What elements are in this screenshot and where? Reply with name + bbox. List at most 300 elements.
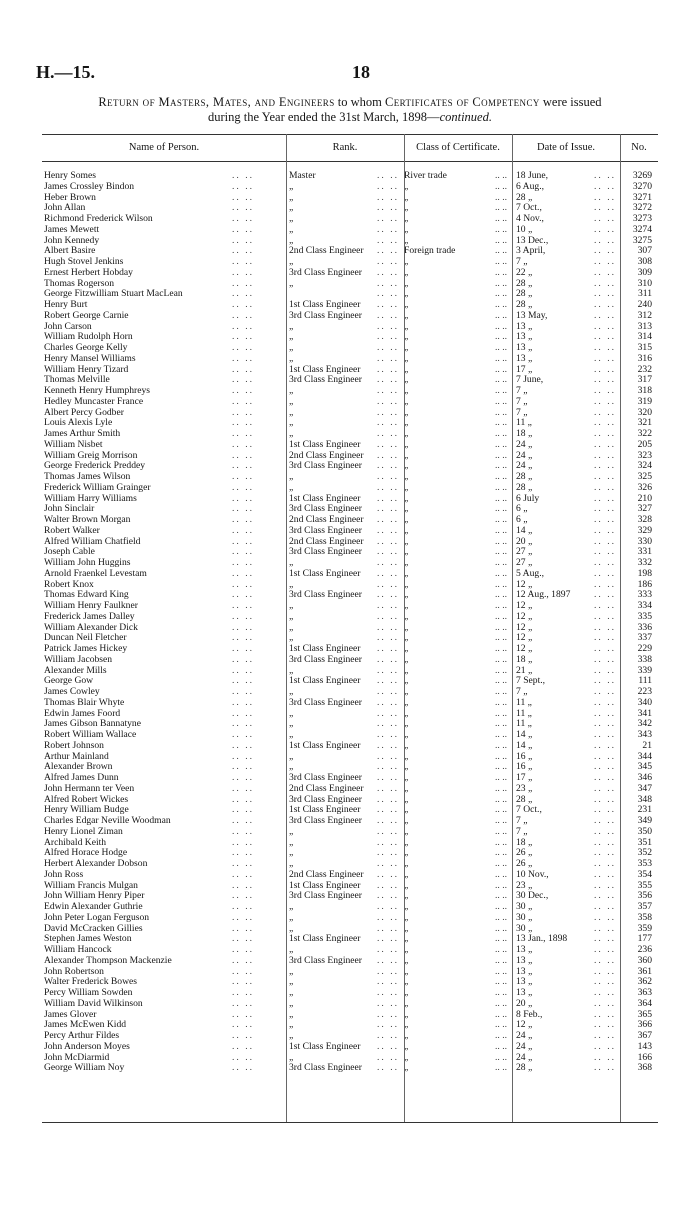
date-of-issue-cell: 18 „ — [516, 653, 533, 665]
leader-dots: .. .. — [377, 417, 399, 429]
leader-dots: .. .. — [232, 471, 254, 482]
certificate-class-cell: Foreign trade — [404, 245, 456, 257]
person-name: William Francis Mulgan — [44, 879, 138, 891]
leader-dots: .. .. — [495, 535, 507, 547]
certificate-class-cell: „ — [404, 223, 409, 235]
leader-dots: .. .. — [232, 879, 254, 891]
certificate-number-cell: 186 — [637, 578, 652, 590]
leader-dots: .. .. — [377, 901, 399, 912]
leader-dots: .. .. — [232, 1030, 254, 1041]
certificate-number-cell: 362 — [637, 976, 652, 988]
leader-dots: .. .. — [377, 944, 399, 955]
certificate-number-cell: 342 — [637, 718, 652, 730]
table-row — [42, 214, 658, 225]
leader-dots: .. .. — [594, 997, 616, 1009]
leader-dots: .. .. — [495, 438, 507, 450]
leader-dots: .. .. — [495, 621, 507, 633]
leader-dots: .. .. — [232, 331, 254, 343]
certificate-number-cell: 334 — [637, 600, 652, 611]
rank-cell: „ — [289, 213, 294, 224]
certificate-number-cell: 348 — [637, 793, 652, 805]
leader-dots: .. .. — [495, 578, 507, 590]
leader-dots: .. .. — [377, 191, 399, 203]
certificate-class-cell: „ — [404, 911, 409, 923]
column-header-rank: Rank. — [332, 142, 358, 153]
leader-dots: .. .. — [377, 890, 399, 902]
title-segment: Return of Masters, Mates, and Engineers — [98, 95, 335, 109]
date-of-issue-cell: 12 „ — [516, 621, 533, 633]
leader-dots: .. .. — [495, 481, 507, 493]
leader-dots: .. .. — [594, 288, 616, 300]
leader-dots: .. .. — [594, 911, 616, 923]
leader-dots: .. .. — [232, 621, 254, 633]
person-name: Arnold Fraenkel Levestam — [44, 567, 147, 579]
leader-dots: .. .. — [594, 782, 616, 794]
certificate-number-cell: 3270 — [632, 180, 652, 192]
date-of-issue-cell: 14 „ — [516, 729, 533, 740]
rank-cell: 2nd Class Engineer — [289, 868, 364, 880]
leader-dots: .. .. — [594, 245, 616, 257]
certificate-class-cell: „ — [404, 417, 409, 429]
leader-dots: .. .. — [377, 342, 399, 353]
person-name: Edwin Alexander Guthrie — [44, 901, 143, 912]
table-header — [42, 134, 658, 162]
certificate-number-cell: 351 — [637, 836, 652, 848]
leader-dots: .. .. — [594, 976, 616, 988]
rank-cell: „ — [289, 825, 294, 837]
rank-cell: „ — [289, 944, 294, 955]
table-row — [42, 526, 658, 537]
leader-dots: .. .. — [232, 707, 254, 719]
column-divider — [286, 134, 287, 1122]
leader-dots: .. .. — [495, 954, 507, 966]
leader-dots: .. .. — [232, 567, 254, 579]
rank-cell: „ — [289, 1008, 294, 1020]
leader-dots: .. .. — [594, 374, 616, 386]
person-name: Joseph Cable — [44, 546, 95, 558]
leader-dots: .. .. — [232, 804, 254, 816]
leader-dots: .. .. — [377, 213, 399, 224]
leader-dots: .. .. — [377, 933, 399, 945]
leader-dots: .. .. — [232, 438, 254, 450]
leader-dots: .. .. — [232, 825, 254, 837]
certificate-number-cell: 229 — [637, 643, 652, 654]
leader-dots: .. .. — [594, 933, 616, 945]
rank-cell: „ — [289, 987, 294, 998]
leader-dots: .. .. — [232, 299, 254, 310]
rank-cell: „ — [289, 965, 294, 977]
leader-dots: .. .. — [495, 567, 507, 579]
leader-dots: .. .. — [232, 256, 254, 267]
leader-dots: .. .. — [377, 825, 399, 837]
rank-cell: „ — [289, 385, 294, 396]
person-name: James Glover — [44, 1008, 97, 1020]
leader-dots: .. .. — [232, 890, 254, 902]
rank-cell: „ — [289, 901, 294, 912]
person-name: Duncan Neil Fletcher — [44, 632, 127, 644]
person-name: Henry Somes — [44, 170, 96, 181]
rank-cell: 1st Class Engineer — [289, 363, 361, 375]
certificate-class-cell: „ — [404, 492, 409, 504]
leader-dots: .. .. — [377, 772, 399, 783]
column-divider — [404, 134, 405, 1122]
leader-dots: .. .. — [594, 589, 616, 601]
leader-dots: .. .. — [495, 223, 507, 235]
leader-dots: .. .. — [232, 976, 254, 988]
person-name: Herbert Alexander Dobson — [44, 858, 148, 869]
person-name: Charles George Kelly — [44, 342, 128, 353]
leader-dots: .. .. — [377, 438, 399, 450]
leader-dots: .. .. — [495, 879, 507, 891]
table-row — [42, 569, 658, 580]
leader-dots: .. .. — [495, 858, 507, 869]
certificate-class-cell: „ — [404, 729, 409, 740]
leader-dots: .. .. — [495, 299, 507, 310]
rank-cell: „ — [289, 686, 294, 697]
leader-dots: .. .. — [495, 643, 507, 654]
leader-dots: .. .. — [495, 772, 507, 783]
certificate-class-cell: „ — [404, 481, 409, 493]
certificate-class-cell: „ — [404, 621, 409, 633]
person-name: Frederick William Grainger — [44, 481, 151, 493]
leader-dots: .. .. — [232, 632, 254, 644]
leader-dots: .. .. — [594, 471, 616, 482]
certificate-number-cell: 311 — [637, 288, 652, 300]
leader-dots: .. .. — [377, 675, 399, 687]
certificate-class-cell: „ — [404, 277, 409, 289]
person-name: William Harry Williams — [44, 492, 137, 504]
leader-dots: .. .. — [495, 836, 507, 848]
person-name: Alexander Brown — [44, 761, 113, 773]
leader-dots: .. .. — [594, 793, 616, 805]
leader-dots: .. .. — [594, 213, 616, 224]
date-of-issue-cell: 13 Dec., — [516, 234, 549, 246]
leader-dots: .. .. — [377, 707, 399, 719]
table-row — [42, 547, 658, 558]
certificate-class-cell: „ — [404, 524, 409, 536]
leader-dots: .. .. — [495, 761, 507, 773]
leader-dots: .. .. — [232, 524, 254, 536]
leader-dots: .. .. — [495, 449, 507, 461]
leader-dots: .. .. — [495, 782, 507, 794]
leader-dots: .. .. — [377, 664, 399, 676]
certificate-class-cell: „ — [404, 567, 409, 579]
table-row — [42, 784, 658, 795]
leader-dots: .. .. — [232, 836, 254, 848]
table-row — [42, 1020, 658, 1031]
certificate-class-cell: „ — [404, 471, 409, 482]
certificate-class-cell: „ — [404, 352, 409, 364]
table-row — [42, 311, 658, 322]
person-name: Edwin James Foord — [44, 707, 121, 719]
person-name: James Gibson Bannatyne — [44, 718, 141, 730]
date-of-issue-cell: 18 „ — [516, 428, 533, 439]
leader-dots: .. .. — [232, 793, 254, 805]
leader-dots: .. .. — [232, 911, 254, 923]
certificate-class-cell: „ — [404, 320, 409, 332]
date-of-issue-cell: 13 Jan., 1898 — [516, 933, 568, 945]
certificate-class-cell: „ — [404, 578, 409, 590]
leader-dots: .. .. — [232, 557, 254, 568]
person-name: James Crossley Bindon — [44, 180, 135, 192]
leader-dots: .. .. — [377, 976, 399, 988]
person-name: Arthur Mainland — [44, 750, 109, 762]
date-of-issue-cell: 24 „ — [516, 1040, 533, 1052]
leader-dots: .. .. — [377, 1051, 399, 1063]
date-of-issue-cell: 22 „ — [516, 266, 533, 278]
person-name: Albert Percy Godber — [44, 406, 124, 418]
person-name: Stephen James Weston — [44, 933, 132, 945]
date-of-issue-cell: 11 „ — [516, 718, 532, 730]
certificate-class-cell: „ — [404, 782, 409, 794]
rank-cell: „ — [289, 331, 294, 343]
leader-dots: .. .. — [232, 352, 254, 364]
person-name: Thomas Edward King — [44, 589, 129, 601]
person-name: George William Noy — [44, 1062, 125, 1074]
page-number: 18 — [352, 62, 370, 82]
leader-dots: .. .. — [594, 1030, 616, 1041]
date-of-issue-cell: 7 Sept., — [516, 675, 546, 687]
person-name: Ernest Herbert Hobday — [44, 266, 133, 278]
title-segment: to whom — [334, 95, 385, 109]
leader-dots: .. .. — [594, 352, 616, 364]
leader-dots: .. .. — [594, 987, 616, 998]
person-name: John Anderson Moyes — [44, 1040, 130, 1052]
leader-dots: .. .. — [232, 245, 254, 257]
rank-cell: „ — [289, 406, 294, 418]
leader-dots: .. .. — [594, 944, 616, 955]
person-name: William Nisbet — [44, 438, 103, 450]
certificate-class-cell: „ — [404, 793, 409, 805]
person-name: George Fitzwilliam Stuart MacLean — [44, 288, 183, 300]
certificate-class-cell: „ — [404, 836, 409, 848]
certificate-class-cell: „ — [404, 288, 409, 300]
leader-dots: .. .. — [232, 901, 254, 912]
rank-cell: „ — [289, 718, 294, 730]
leader-dots: .. .. — [232, 1008, 254, 1020]
certificate-class-cell: „ — [404, 234, 409, 246]
leader-dots: .. .. — [594, 320, 616, 332]
person-name: George Frederick Preddey — [44, 460, 146, 472]
leader-dots: .. .. — [495, 514, 507, 525]
certificate-number-cell: 3275 — [632, 234, 652, 246]
leader-dots: .. .. — [495, 793, 507, 805]
leader-dots: .. .. — [377, 503, 399, 515]
leader-dots: .. .. — [495, 385, 507, 396]
leader-dots: .. .. — [495, 428, 507, 439]
certificate-class-cell: „ — [404, 815, 409, 826]
rank-cell: 3rd Class Engineer — [289, 815, 363, 826]
rank-cell: „ — [289, 428, 294, 439]
leader-dots: .. .. — [232, 428, 254, 439]
certificate-class-cell: „ — [404, 546, 409, 558]
person-name: Percy Arthur Fildes — [44, 1030, 120, 1041]
date-of-issue-cell: 18 „ — [516, 836, 533, 848]
table-row — [42, 1042, 658, 1053]
certificate-class-cell: „ — [404, 385, 409, 396]
certificate-class-cell: „ — [404, 868, 409, 880]
certificate-number-cell: 344 — [637, 750, 652, 762]
date-of-issue-cell: 7 Oct., — [516, 804, 542, 816]
certificate-class-cell: „ — [404, 589, 409, 601]
certificate-class-cell: „ — [404, 890, 409, 902]
certificate-class-cell: River trade — [404, 170, 447, 181]
person-name: William David Wilkinson — [44, 997, 143, 1009]
leader-dots: .. .. — [232, 460, 254, 472]
date-of-issue-cell: 11 „ — [516, 417, 532, 429]
table-row — [42, 913, 658, 924]
certificate-class-cell: „ — [404, 976, 409, 988]
certificate-class-cell: „ — [404, 1008, 409, 1020]
leader-dots: .. .. — [232, 675, 254, 687]
date-of-issue-cell: 13 May, — [516, 309, 548, 321]
leader-dots: .. .. — [377, 256, 399, 267]
certificate-number-cell: 360 — [637, 954, 652, 966]
certificate-number-cell: 328 — [637, 514, 652, 525]
certificate-class-cell: „ — [404, 1030, 409, 1041]
table-bottom-rule — [42, 1122, 658, 1123]
leader-dots: .. .. — [495, 1040, 507, 1052]
leader-dots: .. .. — [377, 729, 399, 740]
rank-cell: „ — [289, 481, 294, 493]
leader-dots: .. .. — [594, 643, 616, 654]
table-row — [42, 838, 658, 849]
leader-dots: .. .. — [495, 1062, 507, 1074]
certificate-number-cell: 340 — [637, 696, 652, 708]
person-name: James Mewett — [44, 223, 100, 235]
person-name: James Cowley — [44, 686, 100, 697]
date-of-issue-cell: 28 „ — [516, 288, 533, 300]
rank-cell: 3rd Class Engineer — [289, 793, 363, 805]
certificate-class-cell: „ — [404, 879, 409, 891]
certificate-number-cell: 335 — [637, 610, 652, 622]
leader-dots: .. .. — [377, 202, 399, 214]
leader-dots: .. .. — [495, 987, 507, 998]
leader-dots: .. .. — [594, 417, 616, 429]
leader-dots: .. .. — [594, 1019, 616, 1031]
leader-dots: .. .. — [232, 449, 254, 461]
leader-dots: .. .. — [232, 729, 254, 740]
certificate-number-cell: 350 — [637, 825, 652, 837]
table-row — [42, 934, 658, 945]
column-divider — [620, 134, 621, 1122]
leader-dots: .. .. — [594, 557, 616, 568]
date-of-issue-cell: 7 „ — [516, 256, 528, 267]
date-of-issue-cell: 30 „ — [516, 901, 533, 912]
leader-dots: .. .. — [594, 675, 616, 687]
leader-dots: .. .. — [495, 847, 507, 859]
leader-dots: .. .. — [594, 449, 616, 461]
person-name: Alfred Horace Hodge — [44, 847, 128, 859]
leader-dots: .. .. — [377, 266, 399, 278]
leader-dots: .. .. — [232, 653, 254, 665]
date-of-issue-cell: 30 Dec., — [516, 890, 549, 902]
rank-cell: 2nd Class Engineer — [289, 514, 364, 525]
date-of-issue-cell: 13 „ — [516, 965, 533, 977]
leader-dots: .. .. — [495, 557, 507, 568]
certificate-number-cell: 236 — [637, 944, 652, 955]
leader-dots: .. .. — [495, 696, 507, 708]
leader-dots: .. .. — [495, 944, 507, 955]
date-of-issue-cell: 28 „ — [516, 481, 533, 493]
person-name: William Greig Morrison — [44, 449, 138, 461]
certificate-class-cell: „ — [404, 707, 409, 719]
leader-dots: .. .. — [232, 1019, 254, 1031]
certificate-class-cell: „ — [404, 825, 409, 837]
rank-cell: 3rd Class Engineer — [289, 653, 363, 665]
leader-dots: .. .. — [495, 245, 507, 257]
person-name: Henry Mansel Williams — [44, 352, 136, 364]
person-name: William Jacobsen — [44, 653, 113, 665]
leader-dots: .. .. — [232, 395, 254, 407]
leader-dots: .. .. — [377, 428, 399, 439]
certificate-class-cell: „ — [404, 180, 409, 192]
leader-dots: .. .. — [377, 836, 399, 848]
rank-cell: 3rd Class Engineer — [289, 890, 363, 902]
leader-dots: .. .. — [377, 352, 399, 364]
leader-dots: .. .. — [495, 352, 507, 364]
leader-dots: .. .. — [232, 858, 254, 869]
person-name: Archibald Keith — [44, 836, 107, 848]
leader-dots: .. .. — [232, 868, 254, 880]
leader-dots: .. .. — [594, 223, 616, 235]
leader-dots: .. .. — [495, 395, 507, 407]
leader-dots: .. .. — [377, 653, 399, 665]
table-row — [42, 870, 658, 881]
person-name: Thomas James Wilson — [44, 471, 131, 482]
date-of-issue-cell: 30 „ — [516, 911, 533, 923]
leader-dots: .. .. — [232, 191, 254, 203]
leader-dots: .. .. — [594, 653, 616, 665]
leader-dots: .. .. — [594, 309, 616, 321]
certificate-number-cell: 345 — [637, 761, 652, 773]
date-of-issue-cell: 28 „ — [516, 793, 533, 805]
leader-dots: .. .. — [495, 320, 507, 332]
leader-dots: .. .. — [495, 965, 507, 977]
rank-cell: 3rd Class Engineer — [289, 772, 363, 783]
date-of-issue-cell: 27 „ — [516, 557, 533, 568]
leader-dots: .. .. — [495, 739, 507, 751]
leader-dots: .. .. — [232, 782, 254, 794]
rank-cell: „ — [289, 847, 294, 859]
certificate-class-cell: „ — [404, 213, 409, 224]
leader-dots: .. .. — [495, 331, 507, 343]
certificate-class-cell: „ — [404, 406, 409, 418]
certificate-number-cell: 368 — [637, 1062, 652, 1074]
rank-cell: „ — [289, 320, 294, 332]
leader-dots: .. .. — [594, 481, 616, 493]
date-of-issue-cell: 13 „ — [516, 352, 533, 364]
rank-cell: 1st Class Engineer — [289, 933, 361, 945]
certificate-number-cell: 3274 — [632, 223, 652, 235]
leader-dots: .. .. — [377, 782, 399, 794]
certificate-number-cell: 338 — [637, 653, 652, 665]
date-of-issue-cell: 7 „ — [516, 686, 528, 697]
leader-dots: .. .. — [232, 503, 254, 515]
certificate-class-cell: „ — [404, 1062, 409, 1074]
certificate-class-cell: „ — [404, 675, 409, 687]
date-of-issue-cell: 13 „ — [516, 954, 533, 966]
certificate-number-cell: 331 — [637, 546, 652, 558]
leader-dots: .. .. — [495, 976, 507, 988]
certificate-number-cell: 177 — [637, 933, 652, 945]
date-of-issue-cell: 13 „ — [516, 976, 533, 988]
leader-dots: .. .. — [232, 385, 254, 396]
leader-dots: .. .. — [495, 610, 507, 622]
certificate-number-cell: 205 — [637, 438, 652, 450]
date-of-issue-cell: 24 „ — [516, 1051, 533, 1063]
certificate-number-cell: 320 — [637, 406, 652, 418]
